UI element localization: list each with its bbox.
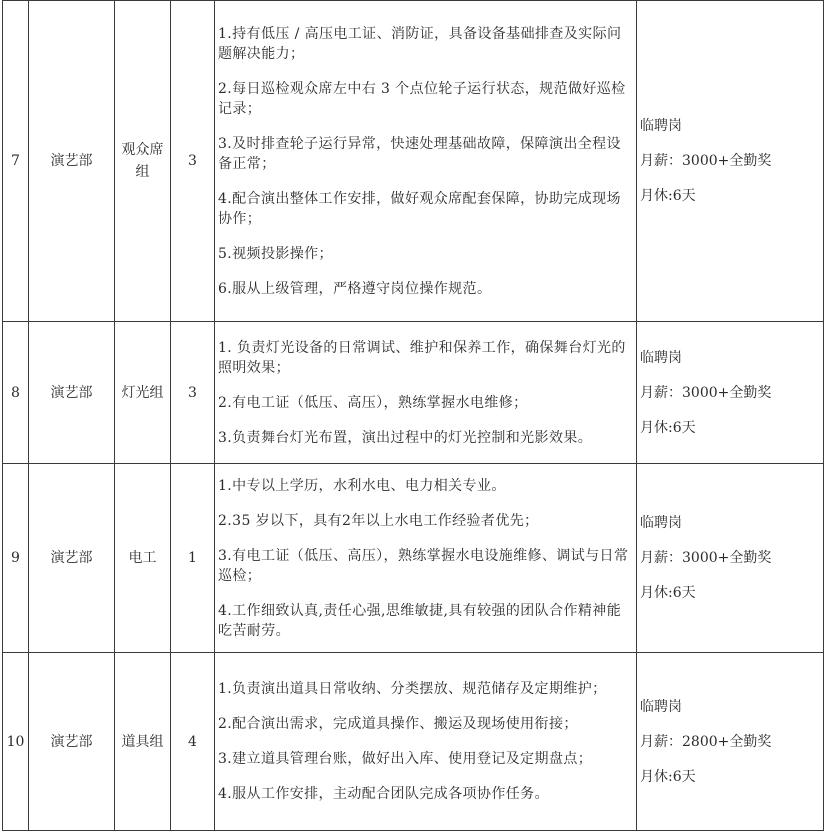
terms-cell [637, 653, 824, 831]
headcount: 3 [171, 1, 215, 322]
duties-cell [215, 464, 637, 653]
monthly-leave: 月休:6天 [640, 768, 696, 785]
position-type: 临聘岗 [640, 515, 682, 531]
department: 演艺部 [29, 322, 115, 464]
terms-cell [637, 464, 824, 653]
duty-item: 4.配合演出整体工作安排，做好观众席配套保障，协助完成现场协作； [218, 190, 621, 227]
headcount: 1 [171, 464, 215, 653]
duty-item: 6.服从上级管理，严格遵守岗位操作规范。 [218, 280, 492, 297]
duty-item: 1. 负责灯光设备的日常调试、维护和保养工作，确保舞台灯光的照明效果； [218, 339, 626, 376]
duty-item: 2.35 岁以下，具有2年以上水电工作经验者优先； [218, 512, 539, 529]
terms-cell [637, 1, 824, 322]
duty-item: 2.配合演出需求，完成道具操作、搬运及现场使用衔接； [218, 716, 578, 732]
monthly-leave: 月休:6天 [640, 188, 696, 204]
table-row [3, 1, 824, 322]
duty-item: 2.有电工证（低压、高压），熟练掌握水电维修； [218, 394, 528, 411]
department: 演艺部 [29, 1, 115, 322]
duty-item: 1.负责演出道具日常收纳、分类摆放、规范储存及定期维护； [218, 681, 607, 697]
salary: 月薪：3000+全勤奖 [640, 384, 772, 401]
headcount: 3 [171, 322, 215, 464]
salary: 月薪：3000+全勤奖 [640, 153, 772, 169]
team-name: 电工 [115, 464, 171, 653]
duty-item: 3.及时排查轮子运行异常，快速处理基础故障，保障演出全程设备正常； [218, 135, 621, 172]
duty-item: 3.有电工证（低压、高压），熟练掌握水电设施维修、调试与日常巡检； [218, 547, 629, 584]
job-table [2, 0, 824, 831]
position-type: 临聘岗 [640, 698, 682, 715]
duties-cell [215, 653, 637, 831]
duty-item: 1.持有低压 / 高压电工证、消防证，具备设备基础排查及实际问题解决能力； [218, 25, 622, 62]
salary: 月薪：2800+全勤奖 [640, 733, 772, 750]
row-number: 8 [3, 322, 29, 464]
duty-item: 5.视频投影操作； [218, 245, 333, 262]
team-name: 观众席组 [115, 1, 171, 322]
duties-cell [215, 1, 637, 322]
team-name: 道具组 [115, 653, 171, 831]
duty-item: 2.每日巡检观众席左中右 3 个点位轮子运行状态，规范做好巡检记录； [218, 80, 626, 117]
duty-item: 3.建立道具管理台账，做好出入库、使用登记及定期盘点； [218, 751, 593, 767]
row-number: 10 [3, 653, 29, 831]
monthly-leave: 月休:6天 [640, 585, 696, 601]
table-row [3, 464, 824, 653]
duty-item: 4.工作细致认真,责任心强,思维敏捷,具有较强的团队合作精神能吃苦耐劳。 [218, 602, 622, 639]
row-number: 7 [3, 1, 29, 322]
monthly-leave: 月休:6天 [640, 419, 696, 436]
position-type: 临聘岗 [640, 349, 682, 366]
duties-cell [215, 322, 637, 464]
department: 演艺部 [29, 464, 115, 653]
duty-item: 3.负责舞台灯光布置，演出过程中的灯光控制和光影效果。 [218, 429, 593, 446]
terms-cell [637, 322, 824, 464]
table-row [3, 322, 824, 464]
row-number: 9 [3, 464, 29, 653]
department: 演艺部 [29, 653, 115, 831]
salary: 月薪：3000+全勤奖 [640, 550, 772, 566]
position-type: 临聘岗 [640, 118, 682, 134]
headcount: 4 [171, 653, 215, 831]
duty-item: 4.服从工作安排，主动配合团队完成各项协作任务。 [218, 786, 549, 802]
duty-item: 1.中专以上学历，水利水电、电力相关专业。 [218, 477, 506, 494]
table-row [3, 653, 824, 831]
team-name: 灯光组 [115, 322, 171, 464]
